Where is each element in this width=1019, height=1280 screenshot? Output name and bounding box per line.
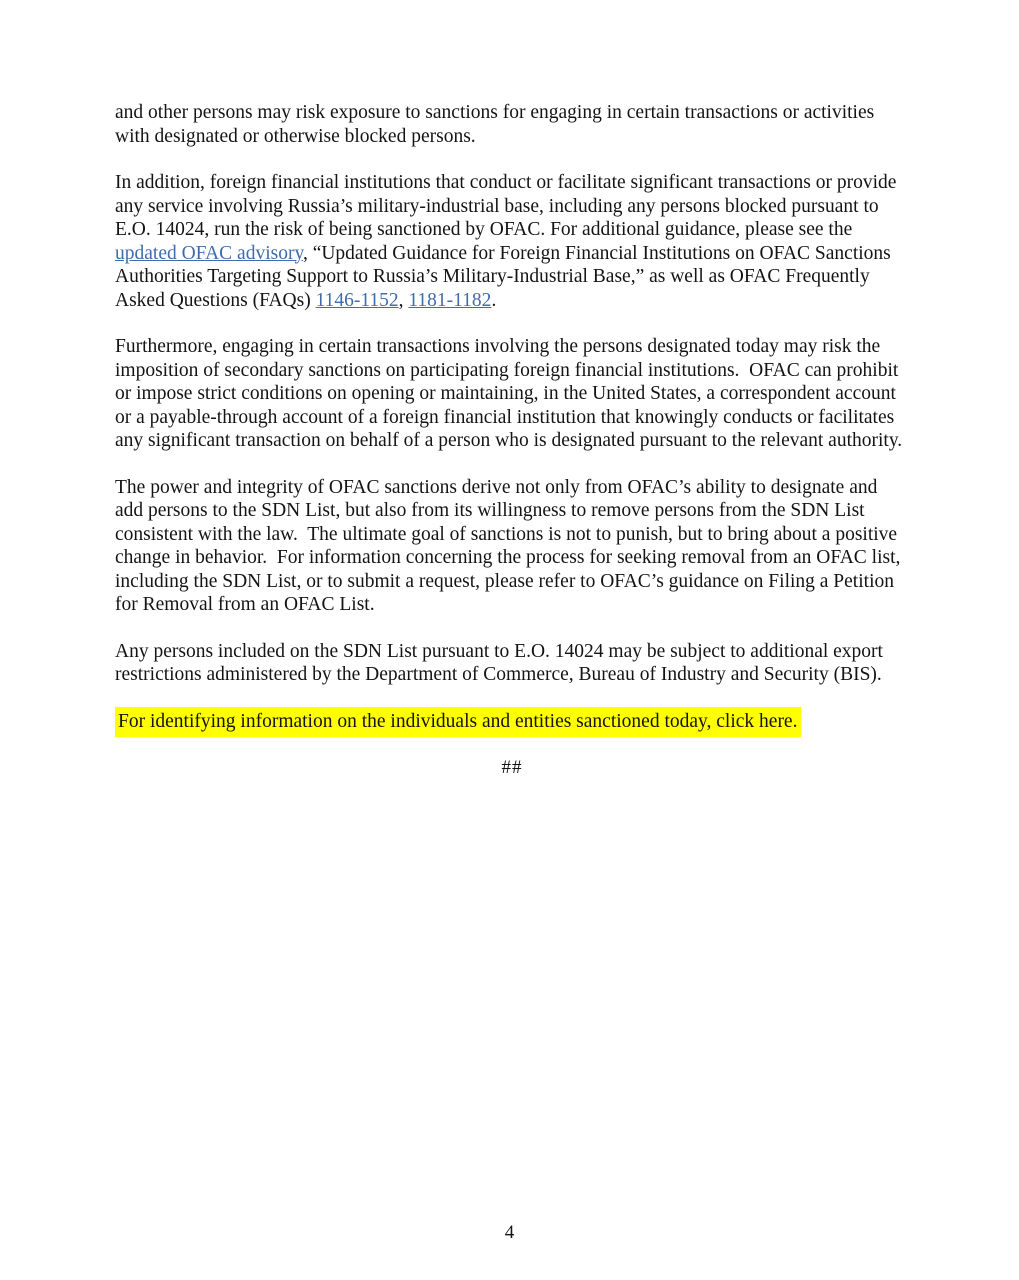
paragraph-text: In addition, foreign financial institutions that conduct or facilitate significant transactions or provide any service involving Russia’s military-industrial base, including any persons blocked pursuant to E.O. 14024, run the risk of being sanctioned by OFAC. For additional guidance, please see the — [115, 172, 902, 240]
paragraph-export-restrictions: Any persons included on the SDN List pursuant to E.O. 14024 may be subject to additional export restrictions administered by the Department of Commerce, Bureau of Industry and Security (BIS). — [115, 640, 888, 685]
page-number: 4 — [504, 1222, 515, 1243]
paragraph-sdn-removal: The power and integrity of OFAC sanctions derive not only from OFAC’s ability to designate and add persons to the SDN List, but also from its willingness to remove persons from the SDN List consistent with the law. The ultimate goal of sanctions is not to punish, but to bring about a positive change in behavior. For information concerning the process for seeking removal from an OFAC list, including the SDN List, or to submit a request, please refer to OFAC’s guidance on Filing a Petition for Removal from an OFAC List. — [115, 476, 906, 615]
paragraph-continuation: and other persons may risk exposure to sanctions for engaging in certain transactions or activities with designated or otherwise blocked persons. — [115, 102, 880, 147]
end-mark: ## — [501, 757, 523, 778]
highlight-prefix: For identifying information on the individuals and entities sanctioned today, — [118, 710, 717, 732]
paragraph-secondary-sanctions: Furthermore, engaging in certain transactions involving the persons designated today may risk the imposition of secondary sanctions on participating foreign financial institutions. OFAC can prohibit or impose strict conditions on opening or maintaining, in the United States, a correspondent account or a payable-through account of a foreign financial institution that knowingly conducts or facilitates any significant transaction on behalf of a person who is designated pursuant to the relevant authority. — [115, 336, 904, 451]
paragraph-text: . — [491, 289, 497, 311]
highlight-text — [115, 707, 801, 737]
link-updated-ofac-advisory[interactable]: updated OFAC advisory — [115, 242, 303, 264]
link-faqs-1181-1182[interactable]: 1181-1182 — [408, 289, 492, 311]
link-faqs-1146-1152[interactable]: 1146-1152 — [315, 289, 399, 311]
click-here-link[interactable]: click here — [716, 710, 793, 732]
paragraph-foreign-financial-institutions — [115, 171, 909, 312]
paragraph-text: , “Updated Guidance for Foreign Financial Institutions on OFAC Sanctions Authorities Targeting Support to Russia’s Military-Industrial Base,” as well as OFAC Frequently Asked Questions (FAQs) — [115, 242, 895, 311]
highlighted-note — [115, 710, 909, 734]
highlight-suffix: . — [792, 710, 798, 732]
paragraph-text: , — [398, 289, 409, 311]
document-body — [115, 101, 909, 779]
